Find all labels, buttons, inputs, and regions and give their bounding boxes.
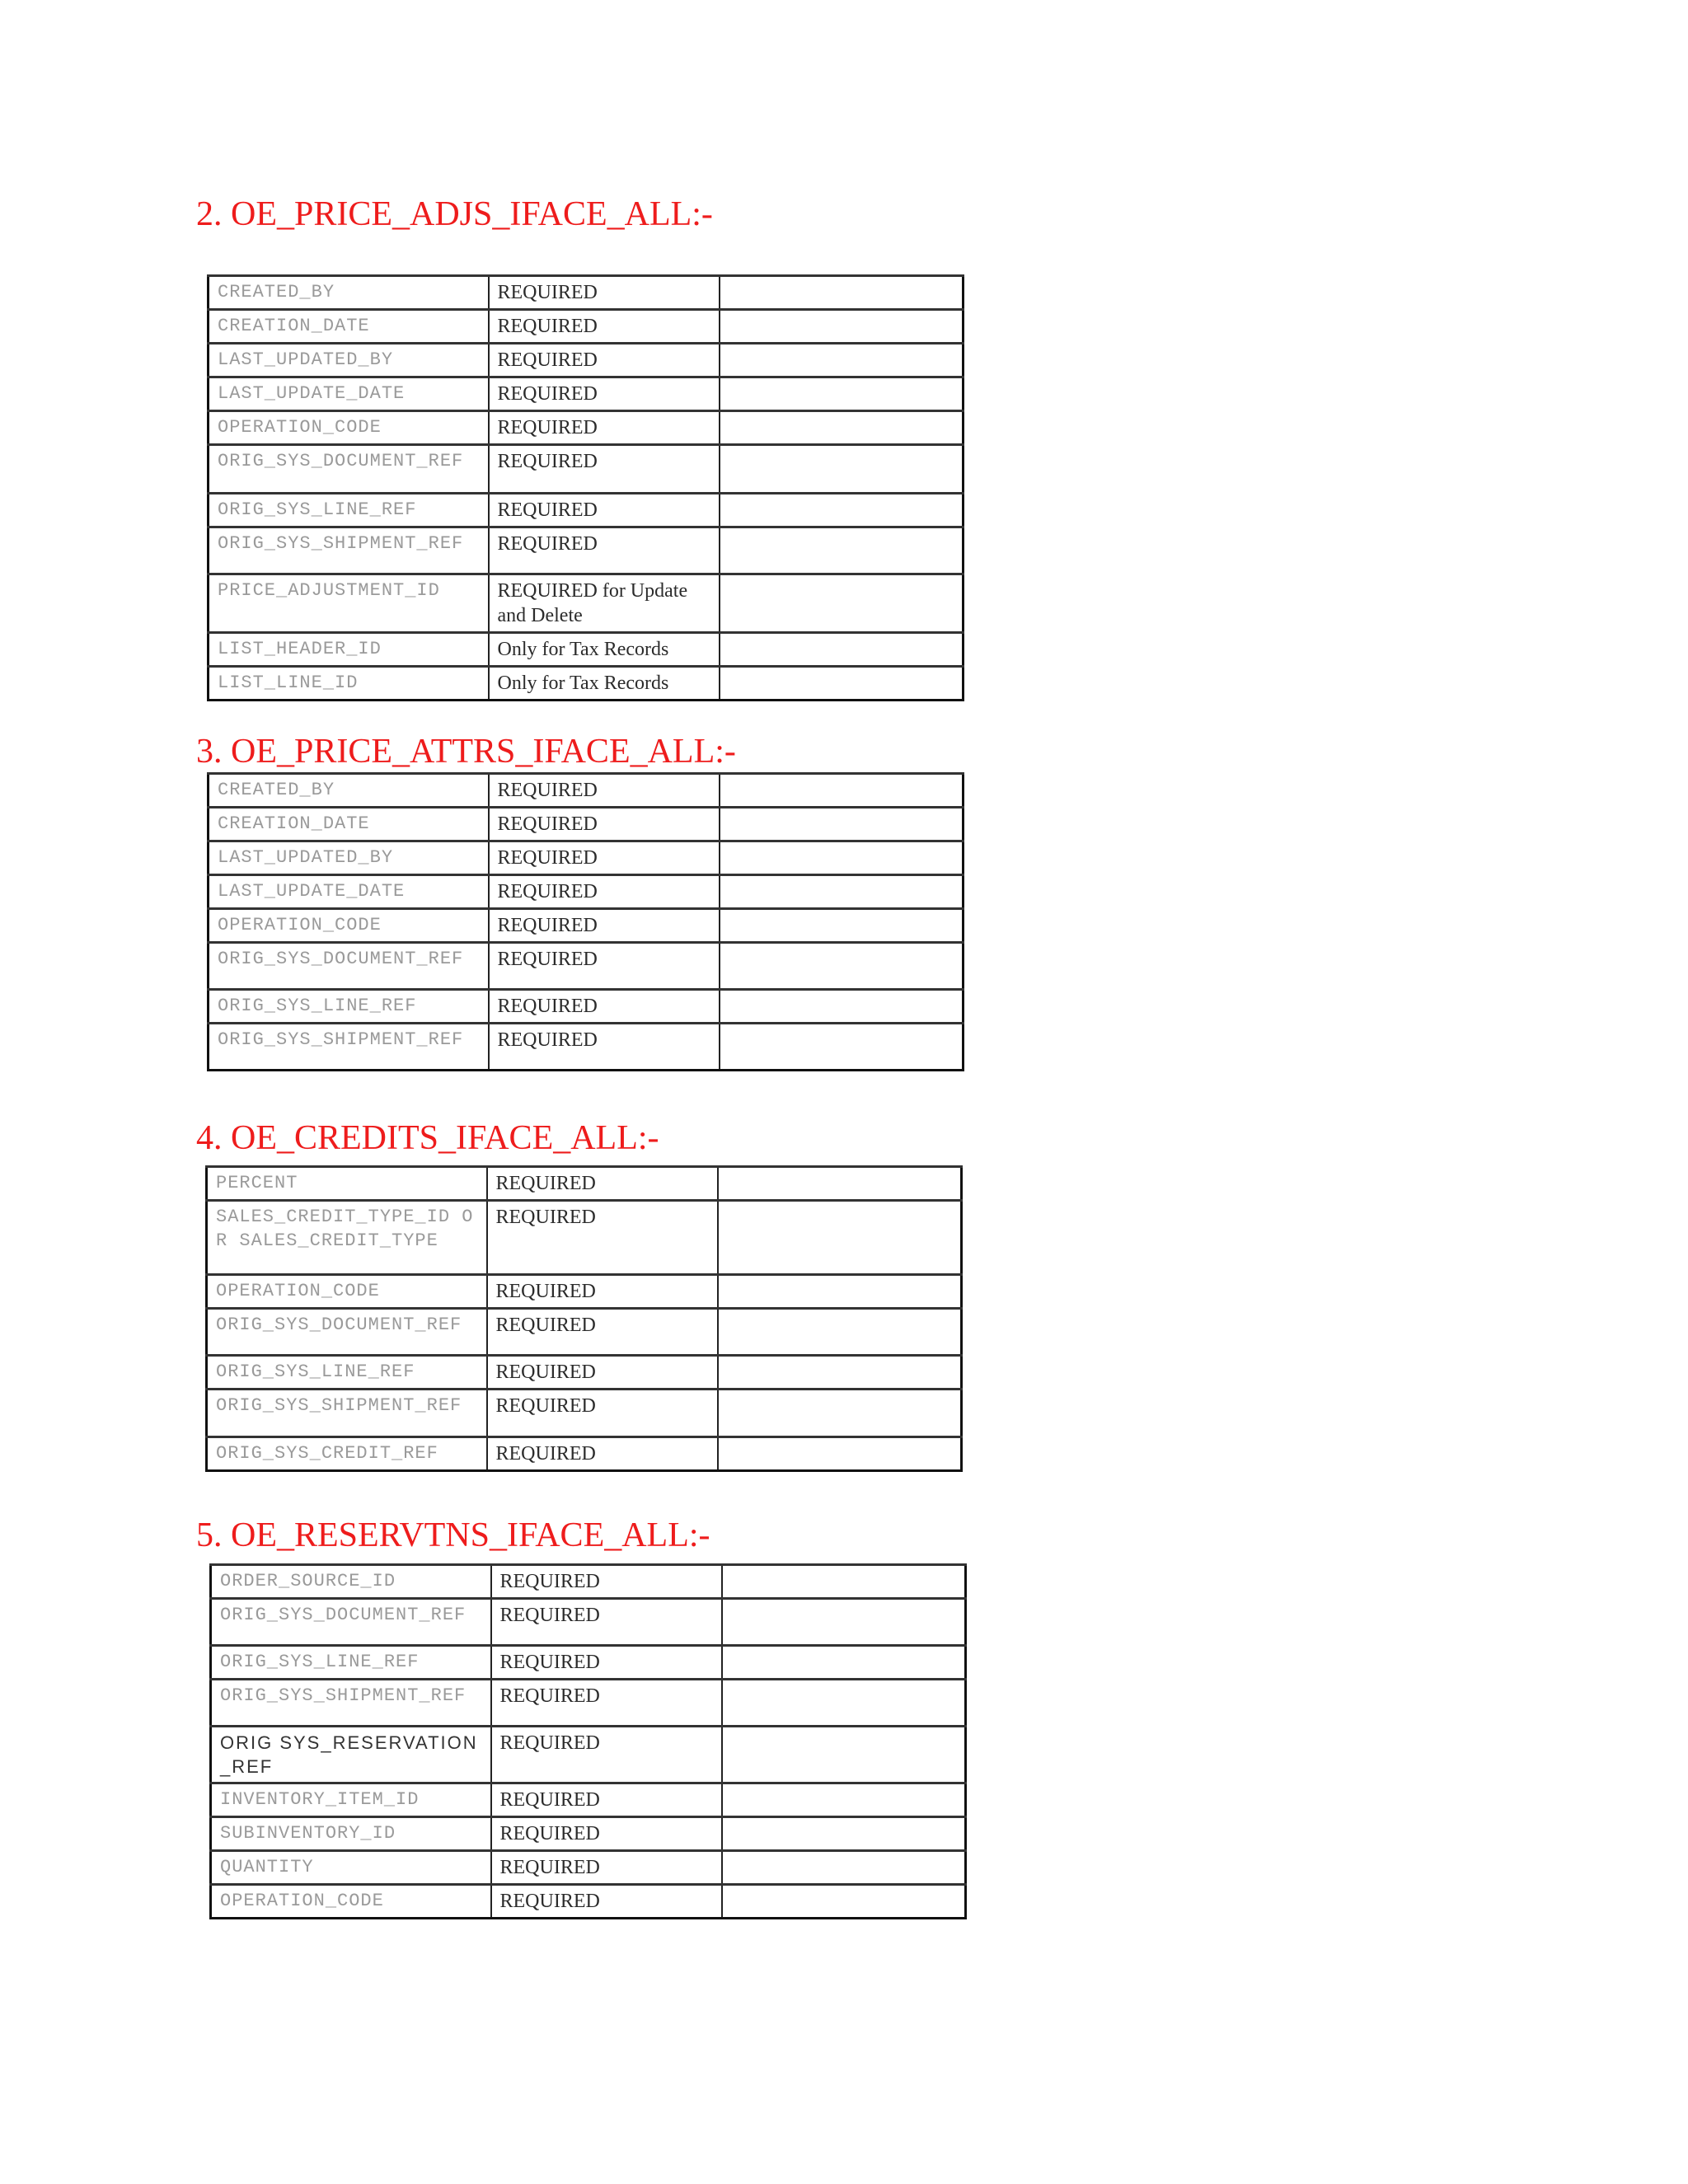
note-cell (718, 1167, 962, 1201)
field-name: CREATED_BY (209, 774, 489, 808)
requirement: REQUIRED (487, 1309, 718, 1356)
table-row (209, 344, 964, 377)
field-name: ORIG_SYS_LINE_REF (207, 1356, 487, 1390)
note-cell (720, 875, 964, 909)
field-name: PRICE_ADJUSTMENT_ID (209, 574, 489, 633)
note-cell (722, 1783, 966, 1817)
note-cell (718, 1356, 962, 1390)
field-name: INVENTORY_ITEM_ID (211, 1783, 491, 1817)
requirement: REQUIRED (487, 1437, 718, 1471)
requirement: REQUIRED (489, 875, 720, 909)
requirement: REQUIRED (491, 1783, 722, 1817)
field-name: ORIG_SYS_DOCUMENT_REF (207, 1309, 487, 1356)
table-row (209, 310, 964, 344)
requirement: REQUIRED (489, 808, 720, 841)
table-row (209, 494, 964, 527)
note-cell (720, 310, 964, 344)
requirement: REQUIRED (491, 1599, 722, 1646)
section-heading: 5. OE_RESERVTNS_IFACE_ALL:- (196, 1516, 710, 1554)
table-row (207, 1167, 962, 1201)
requirement: REQUIRED (489, 943, 720, 990)
requirement: REQUIRED (489, 841, 720, 875)
field-name: ORIG_SYS_DOCUMENT_REF (209, 943, 489, 990)
field-name: LAST_UPDATE_DATE (209, 377, 489, 411)
requirement: REQUIRED (487, 1167, 718, 1201)
table-row (207, 1201, 962, 1275)
requirement: REQUIRED (489, 344, 720, 377)
table-row (211, 1727, 966, 1783)
requirement: REQUIRED (491, 1565, 722, 1599)
note-cell (718, 1275, 962, 1309)
note-cell (720, 841, 964, 875)
note-cell (720, 411, 964, 445)
requirement: Only for Tax Records (489, 633, 720, 667)
fields-table (207, 274, 964, 701)
requirement: REQUIRED (489, 445, 720, 494)
table-row (209, 774, 964, 808)
requirement: REQUIRED (489, 310, 720, 344)
table-row (209, 411, 964, 445)
requirement: REQUIRED (489, 276, 720, 310)
note-cell (720, 494, 964, 527)
table-row (207, 1275, 962, 1309)
field-name: ORIG_SYS_LINE_REF (211, 1646, 491, 1680)
table-row (207, 1309, 962, 1356)
table-row (211, 1885, 966, 1919)
field-name: SALES_CREDIT_TYPE_ID OR SALES_CREDIT_TYPE (207, 1201, 487, 1275)
requirement: REQUIRED (491, 1817, 722, 1851)
field-name: PERCENT (207, 1167, 487, 1201)
table-row (209, 943, 964, 990)
requirement: REQUIRED (489, 990, 720, 1024)
note-cell (720, 344, 964, 377)
field-name: ORIG_SYS_CREDIT_REF (207, 1437, 487, 1471)
table-row (207, 1437, 962, 1471)
note-cell (718, 1201, 962, 1275)
field-name: LAST_UPDATED_BY (209, 344, 489, 377)
note-cell (720, 377, 964, 411)
note-cell (722, 1680, 966, 1727)
fields-table (205, 1165, 963, 1472)
field-name: OPERATION_CODE (207, 1275, 487, 1309)
table-row (211, 1565, 966, 1599)
table-row (209, 667, 964, 701)
table-row (209, 633, 964, 667)
field-name: OPERATION_CODE (211, 1885, 491, 1919)
table-row (211, 1680, 966, 1727)
requirement: REQUIRED (489, 494, 720, 527)
note-cell (718, 1437, 962, 1471)
field-name: ORIG SYS_RESERVATION_REF (211, 1727, 491, 1783)
requirement: REQUIRED (491, 1885, 722, 1919)
field-name: ORIG_SYS_SHIPMENT_REF (209, 1024, 489, 1071)
table-row (207, 1356, 962, 1390)
field-name: CREATION_DATE (209, 808, 489, 841)
field-name: ORIG_SYS_SHIPMENT_REF (209, 527, 489, 574)
table-row (209, 377, 964, 411)
section-heading: 4. OE_CREDITS_IFACE_ALL:- (196, 1119, 659, 1157)
note-cell (720, 909, 964, 943)
requirement: REQUIRED (487, 1356, 718, 1390)
field-name: OPERATION_CODE (209, 411, 489, 445)
requirement: REQUIRED (489, 527, 720, 574)
requirement: REQUIRED (491, 1680, 722, 1727)
note-cell (720, 808, 964, 841)
note-cell (720, 667, 964, 701)
table-row (211, 1851, 966, 1885)
requirement: Only for Tax Records (489, 667, 720, 701)
note-cell (720, 574, 964, 633)
field-name: QUANTITY (211, 1851, 491, 1885)
table-row (209, 445, 964, 494)
requirement: REQUIRED (489, 377, 720, 411)
note-cell (722, 1885, 966, 1919)
note-cell (722, 1727, 966, 1783)
table-row (209, 841, 964, 875)
note-cell (720, 527, 964, 574)
field-name: ORIG_SYS_LINE_REF (209, 494, 489, 527)
field-name: ORIG_SYS_LINE_REF (209, 990, 489, 1024)
table-row (209, 1024, 964, 1071)
field-name: ORIG_SYS_DOCUMENT_REF (211, 1599, 491, 1646)
field-name: ORDER_SOURCE_ID (211, 1565, 491, 1599)
field-name: CREATION_DATE (209, 310, 489, 344)
note-cell (722, 1565, 966, 1599)
field-name: CREATED_BY (209, 276, 489, 310)
table-row (211, 1783, 966, 1817)
section-heading: 3. OE_PRICE_ATTRS_IFACE_ALL:- (196, 733, 736, 771)
table-row (209, 990, 964, 1024)
note-cell (722, 1817, 966, 1851)
field-name: ORIG_SYS_SHIPMENT_REF (207, 1390, 487, 1437)
table-row (209, 574, 964, 633)
field-name: LIST_LINE_ID (209, 667, 489, 701)
note-cell (722, 1599, 966, 1646)
requirement: REQUIRED (487, 1390, 718, 1437)
fields-table (207, 772, 964, 1071)
requirement: REQUIRED (489, 909, 720, 943)
field-name: LIST_HEADER_ID (209, 633, 489, 667)
table-row (209, 276, 964, 310)
table-row (209, 875, 964, 909)
section-heading: 2. OE_PRICE_ADJS_IFACE_ALL:- (196, 195, 713, 233)
table-row (209, 527, 964, 574)
requirement: REQUIRED (489, 774, 720, 808)
table-row (207, 1390, 962, 1437)
table-row (211, 1817, 966, 1851)
requirement: REQUIRED (491, 1727, 722, 1783)
note-cell (718, 1309, 962, 1356)
note-cell (720, 990, 964, 1024)
requirement: REQUIRED for Update and Delete (489, 574, 720, 633)
note-cell (720, 1024, 964, 1071)
requirement: REQUIRED (491, 1646, 722, 1680)
requirement: REQUIRED (489, 411, 720, 445)
note-cell (720, 445, 964, 494)
field-name: ORIG_SYS_DOCUMENT_REF (209, 445, 489, 494)
table-row (211, 1646, 966, 1680)
note-cell (722, 1646, 966, 1680)
requirement: REQUIRED (491, 1851, 722, 1885)
note-cell (720, 633, 964, 667)
note-cell (720, 774, 964, 808)
table-row (211, 1599, 966, 1646)
requirement: REQUIRED (487, 1275, 718, 1309)
note-cell (720, 276, 964, 310)
field-name: LAST_UPDATED_BY (209, 841, 489, 875)
table-row (209, 808, 964, 841)
note-cell (718, 1390, 962, 1437)
field-name: OPERATION_CODE (209, 909, 489, 943)
note-cell (720, 943, 964, 990)
requirement: REQUIRED (489, 1024, 720, 1071)
field-name: LAST_UPDATE_DATE (209, 875, 489, 909)
note-cell (722, 1851, 966, 1885)
table-row (209, 909, 964, 943)
requirement: REQUIRED (487, 1201, 718, 1275)
fields-table (209, 1563, 967, 1919)
field-name: SUBINVENTORY_ID (211, 1817, 491, 1851)
field-name: ORIG_SYS_SHIPMENT_REF (211, 1680, 491, 1727)
